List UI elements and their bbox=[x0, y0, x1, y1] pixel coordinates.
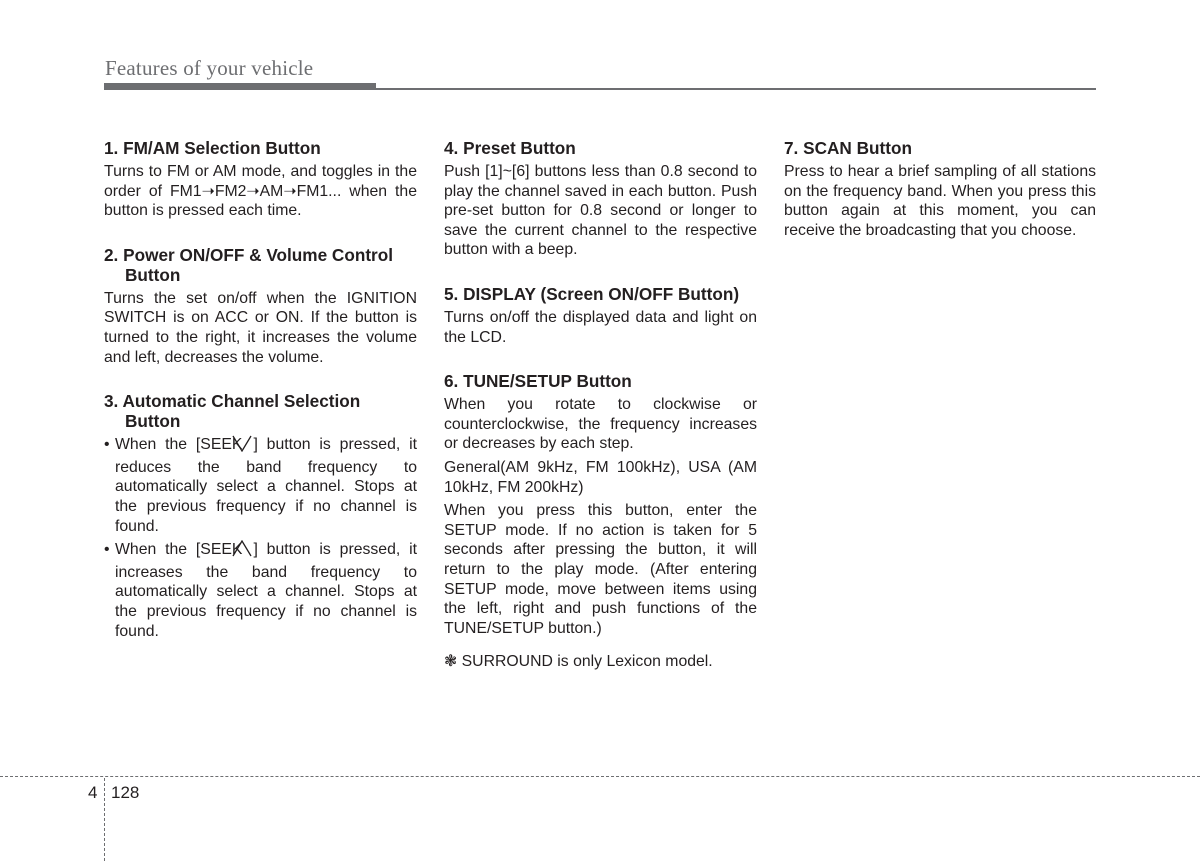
section-body: Push [1]~[6] buttons less than 0.8 second to play the channel saved in each button. Push pre-set button for 0.8 second or longer to save the current channel to the respective button with a beep. bbox=[444, 163, 757, 259]
section-title: 2. Power ON/OFF & Volume Control Button bbox=[104, 244, 394, 285]
header-rule-thin bbox=[376, 88, 1096, 90]
section-tune-setup bbox=[444, 371, 757, 638]
section-scan bbox=[784, 138, 1096, 240]
footer-dashed-divider bbox=[104, 778, 105, 861]
bullet-text-pre: When the [SEEK bbox=[115, 541, 243, 559]
bullet-text-post: ] button is pressed, it reduces the band frequency to automatically select a channel. Stops at the previous frequency if no channel is found. bbox=[115, 436, 417, 535]
section-body: Turns to FM or AM mode, and toggles in the order of FM1➝FM2➝AM➝FM1... when the button is pressed each time. bbox=[104, 163, 417, 220]
bullet-seek-up bbox=[104, 540, 417, 641]
section-body: Press to hear a brief sampling of all stations on the frequency band. When you press this button again at this moment, you can receive the broadcasting that you choose. bbox=[784, 163, 1096, 239]
footer-dashed-rule bbox=[0, 776, 1200, 777]
page-header-title: Features of your vehicle bbox=[105, 56, 314, 80]
section-title: 1. FM/AM Selection Button bbox=[104, 138, 321, 158]
section-title: 5. DISPLAY (Screen ON/OFF Button) bbox=[444, 283, 740, 304]
bullet-dot: • bbox=[104, 436, 110, 454]
section-body: Turns the set on/off when the IGNITION SWITCH is on ACC or ON. If the button is turned to the right, it increases the volume and left, decreases the volume. bbox=[104, 289, 417, 366]
column-1 bbox=[104, 138, 417, 665]
section-fm-am bbox=[104, 138, 417, 221]
surround-note: ❃ SURROUND is only Lexicon model. bbox=[444, 653, 713, 671]
section-display bbox=[444, 284, 757, 347]
section-power-volume bbox=[104, 245, 417, 367]
section-body: General(AM 9kHz, FM 100kHz), USA (AM 10kHz, FM 200kHz) bbox=[444, 458, 757, 496]
chevron-up-icon bbox=[243, 540, 252, 563]
section-body: When you press this button, enter the SETUP mode. If no action is taken for 5 seconds after pressing the button, it will return to the play mode. (After entering SETUP mode, move between items using the left, right and push functions of the TUNE/SETUP button.) bbox=[444, 502, 757, 637]
bullet-text-pre: When the [SEEK bbox=[115, 436, 243, 454]
section-auto-channel bbox=[104, 391, 417, 641]
page-number: 128 bbox=[111, 783, 140, 802]
section-title: 3. Automatic Channel Selection Button bbox=[104, 391, 361, 432]
column-3 bbox=[784, 138, 1096, 264]
chevron-down-icon bbox=[243, 435, 252, 458]
section-body: When you rotate to clockwise or counterclockwise, the frequency increases or decreases by each step. bbox=[444, 396, 757, 453]
column-2 bbox=[444, 138, 757, 676]
section-title: 6. TUNE/SETUP Button bbox=[444, 371, 632, 392]
section-preset bbox=[444, 138, 757, 260]
header-rule-thick bbox=[104, 83, 376, 90]
bullet-dot: • bbox=[104, 541, 110, 559]
bullet-text-post: ] button is pressed, it increases the band frequency to automatically select a channel. Stops at the previous frequency if no channel is found. bbox=[115, 541, 417, 640]
section-title: 4. Preset Button bbox=[444, 138, 576, 158]
chapter-number: 4 bbox=[88, 783, 98, 802]
section-body: Turns on/off the displayed data and light on the LCD. bbox=[444, 308, 757, 346]
section-title: 7. SCAN Button bbox=[784, 138, 912, 158]
bullet-seek-down bbox=[104, 435, 417, 536]
